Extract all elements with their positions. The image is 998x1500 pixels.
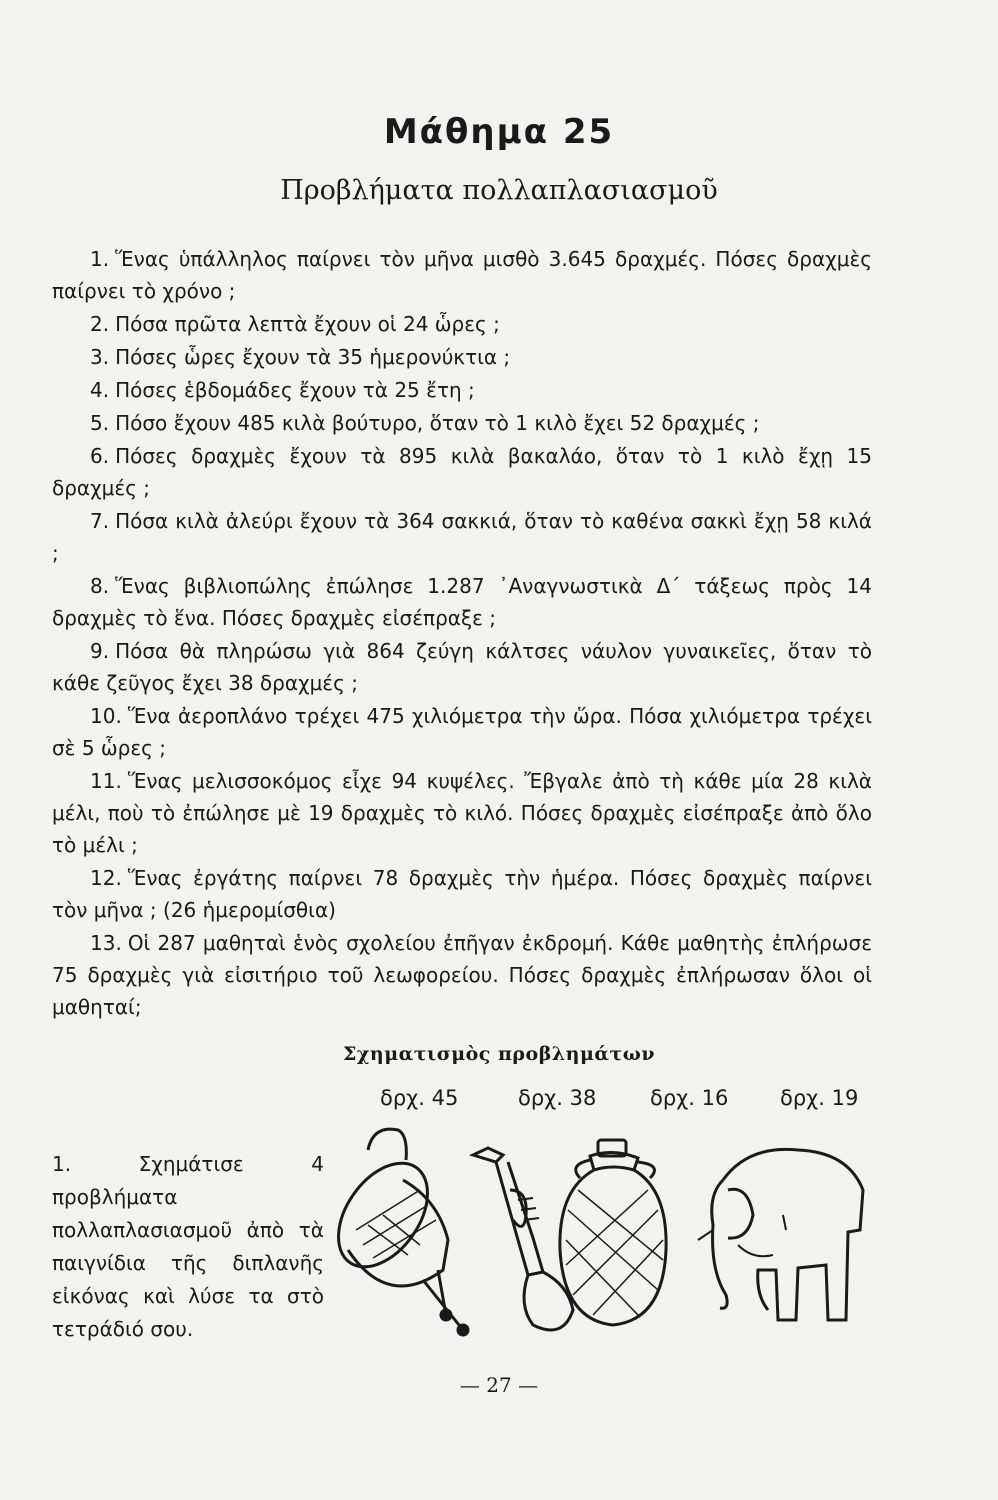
elephant-icon (698, 1149, 863, 1320)
problem-item (52, 407, 872, 439)
flask-icon (560, 1140, 666, 1325)
problem-item (52, 440, 872, 504)
page-number: — 27 — (459, 1373, 539, 1397)
problem-number: 10. (90, 704, 122, 728)
problem-text: Ἕνας μελισσοκόμος εἶχε 94 κυψέλες. Ἔβγαλε ἀπὸ τὴ κάθε μία 28 κιλὰ μέλι, ποὺ τὸ ἐπώλησε μὲ 19 δραχμὲς τὸ κιλό. Πόσες δραχμὲς εἰσέπραξε ἀπὸ ὅλο τὸ μέλι ; (52, 769, 872, 857)
problem-text: Πόσες ἑβδομάδες ἔχουν τὰ 25 ἔτη ; (115, 378, 475, 402)
problem-text: Οἱ 287 μαθηταὶ ἑνὸς σχολείου ἐπῆγαν ἐκδρομή. Κάθε μαθητὴς ἐπλήρωσε 75 δραχμὲς γιὰ εἰσιτήριο τοῦ λεωφορείου. Πόσες δραχμὲς ἐπλήρωσαν ὅλοι οἱ μαθηταί; (52, 931, 872, 1019)
problem-text: Πόσο ἔχουν 485 κιλὰ βούτυρο, ὅταν τὸ 1 κιλὸ ἔχει 52 δραχμές ; (115, 411, 760, 435)
problem-number: 2. (90, 312, 110, 336)
problem-text: Πόσα θὰ πληρώσω γιὰ 864 ζεύγη κάλτσες νάυλον γυναικεῖες, ὅταν τὸ κάθε ζεῦγος ἔχει 38 δραχμές ; (52, 639, 872, 695)
toys-illustration (328, 1120, 868, 1350)
problem-number: 6. (90, 444, 110, 468)
problem-text: Ἕνας ἐργάτης παίρνει 78 δραχμὲς τὴν ἡμέρα. Πόσες δραχμὲς παίρνει τὸν μῆνα ; (26 ἡμερομίσθια) (52, 866, 872, 922)
price-flask: δρχ. 16 (650, 1086, 729, 1110)
problem-item (52, 765, 872, 861)
problem-item (52, 341, 872, 373)
problem-item (52, 374, 872, 406)
price-drum: δρχ. 45 (380, 1086, 459, 1110)
problem-text: Πόσες ὧρες ἔχουν τὰ 35 ἡμερονύκτια ; (115, 345, 511, 369)
price-labels (372, 1086, 872, 1116)
lesson-title: Μάθημα 25 (383, 112, 615, 152)
problem-item (52, 308, 872, 340)
drum-icon (328, 1129, 468, 1335)
problem-item (52, 635, 872, 699)
problem-number: 7. (90, 509, 110, 533)
problem-item (52, 927, 872, 1023)
price-trumpet: δρχ. 38 (518, 1086, 597, 1110)
problem-item (52, 505, 872, 569)
problem-number: 8. (90, 574, 110, 598)
problem-item (52, 862, 872, 926)
problem-item (52, 570, 872, 634)
price-elephant: δρχ. 19 (780, 1086, 859, 1110)
problem-text: Πόσα κιλὰ ἀλεύρι ἔχουν τὰ 364 σακκιά, ὅταν τὸ καθένα σακκὶ ἔχῃ 58 κιλά ; (52, 509, 872, 565)
problem-text: Ἕνας βιβλιοπώλης ἐπώλησε 1.287 ᾿Αναγνωστικὰ Δ΄ τάξεως πρὸς 14 δραχμὲς τὸ ἕνα. Πόσες δραχμὲς εἰσέπραξε ; (52, 574, 872, 630)
problem-item (52, 243, 872, 307)
problem-number: 12. (90, 866, 122, 890)
problem-number: 1. (90, 247, 110, 271)
task-text: 1. Σχημάτισε 4 προβλήματα πολλαπλασιασμοῦ ἀπὸ τὰ παιγνίδια τῆς διπλανῆς εἰκόνας καὶ λύσε τα στὸ τετράδιό σου. (52, 1152, 324, 1341)
problem-number: 4. (90, 378, 110, 402)
problem-text: Πόσες δραχμὲς ἔχουν τὰ 895 κιλὰ βακαλάο, ὅταν τὸ 1 κιλὸ ἔχῃ 15 δραχμές ; (52, 444, 872, 500)
problem-number: 3. (90, 345, 110, 369)
problem-list (52, 243, 872, 1024)
problem-number: 13. (90, 931, 122, 955)
problem-number: 5. (90, 411, 110, 435)
lesson-subtitle: Προβλήματα πολλαπλασιασμοῦ (280, 175, 718, 206)
problem-text: Πόσα πρῶτα λεπτὰ ἔχουν οἱ 24 ὧρες ; (115, 312, 500, 336)
problem-number: 9. (90, 639, 110, 663)
problem-item (52, 700, 872, 764)
trumpet-icon (473, 1148, 573, 1330)
problem-text: Ἕνας ὑπάλληλος παίρνει τὸν μῆνα μισθὸ 3.645 δραχμές. Πόσες δραχμὲς παίρνει τὸ χρόνο ; (52, 247, 872, 303)
problem-number: 11. (90, 769, 122, 793)
section-heading: Σχηματισμὸς προβλημάτων (342, 1043, 656, 1065)
problem-text: Ἕνα ἀεροπλάνο τρέχει 475 χιλιόμετρα τὴν ὥρα. Πόσα χιλιόμετρα τρέχει σὲ 5 ὧρες ; (52, 704, 872, 760)
